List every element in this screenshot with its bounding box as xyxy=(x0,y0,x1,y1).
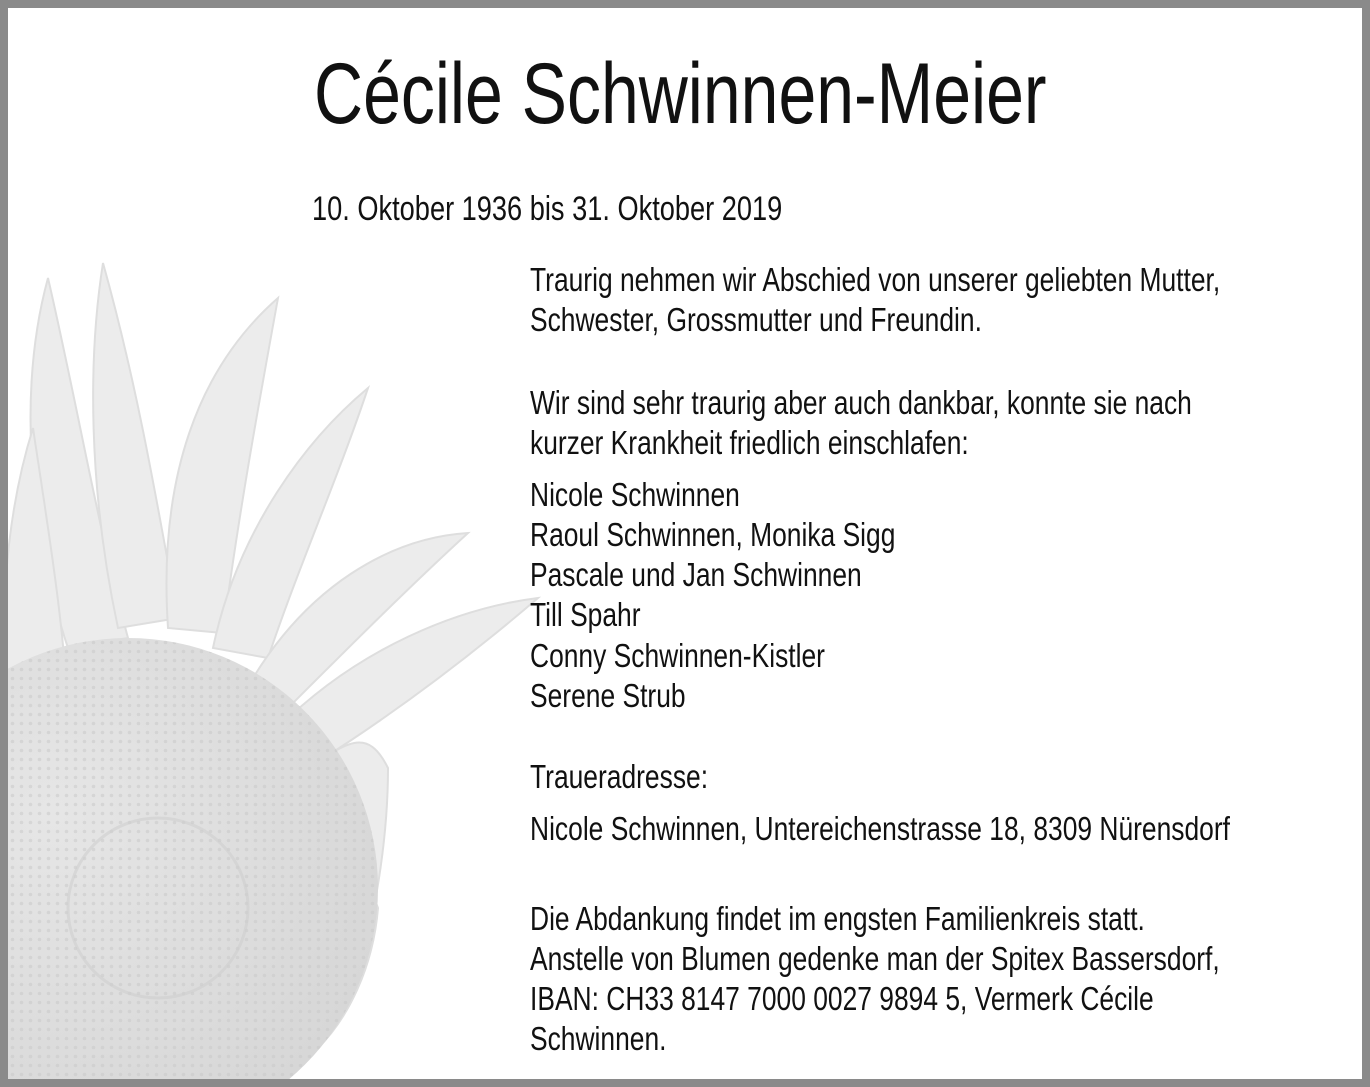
mourner-name: Pascale und Jan Schwinnen xyxy=(530,556,862,593)
mourner-name: Serene Strub xyxy=(530,677,686,714)
deceased-name: Cécile Schwinnen-Meier xyxy=(314,46,1047,142)
mourner-name: Conny Schwinnen-Kistler xyxy=(530,637,825,674)
mourner-name: Nicole Schwinnen xyxy=(530,476,740,513)
thanks-line: Wir sind sehr traurig aber auch dankbar, konnte sie nach xyxy=(530,384,1192,421)
closing-line: Anstelle von Blumen gedenke man der Spitex Bassersdorf, xyxy=(530,940,1220,977)
address-label: Traueradresse: xyxy=(530,758,709,795)
intro-line: Traurig nehmen wir Abschied von unserer geliebten Mutter, xyxy=(530,261,1221,298)
life-dates: 10. Oktober 1936 bis 31. Oktober 2019 xyxy=(312,190,783,228)
closing-line: Die Abdankung findet im engsten Familienkreis statt. xyxy=(530,900,1145,937)
mourner-name: Till Spahr xyxy=(530,596,641,633)
intro-line: Schwester, Grossmutter und Freundin. xyxy=(530,301,982,338)
mourning-address: Nicole Schwinnen, Untereichenstrasse 18, 8309 Nürensdorf xyxy=(530,810,1230,847)
closing-line: Schwinnen. xyxy=(530,1020,667,1057)
closing-line: IBAN: CH33 8147 7000 0027 9894 5, Vermerk Cécile xyxy=(530,980,1154,1017)
thanks-line: kurzer Krankheit friedlich einschlafen: xyxy=(530,424,969,461)
mourner-name: Raoul Schwinnen, Monika Sigg xyxy=(530,516,896,553)
